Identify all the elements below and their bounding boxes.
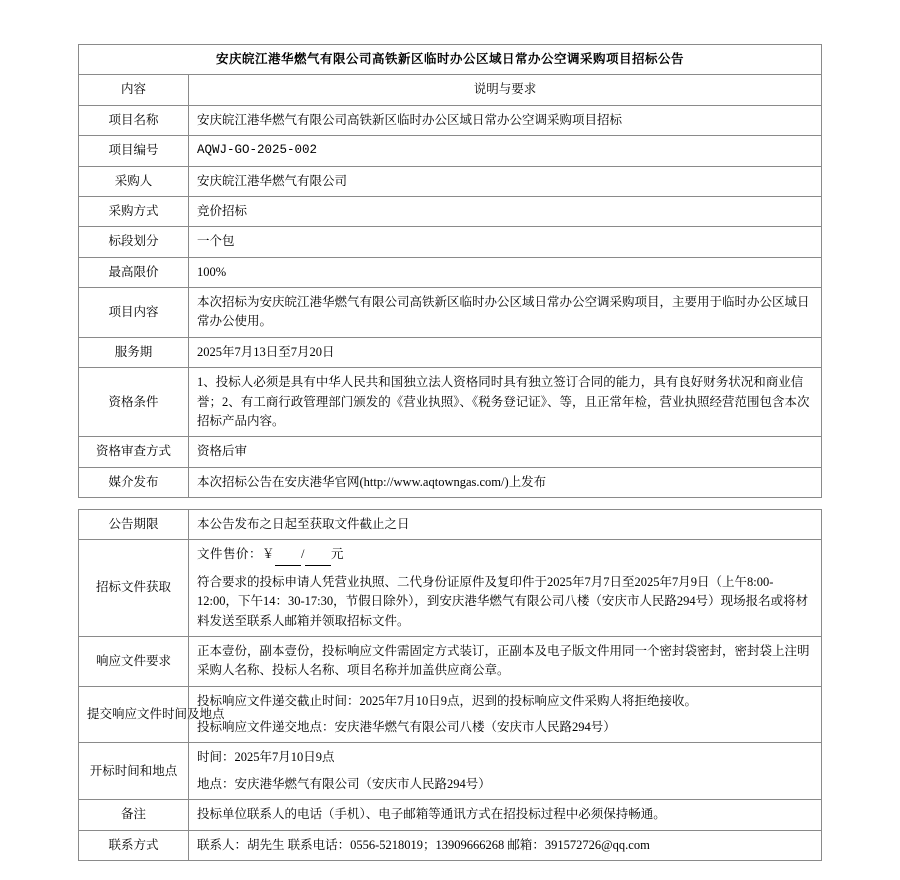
table-row [79,257,822,287]
row-label-remarks: 备注 [79,800,189,830]
table-row [79,166,822,196]
header-col-description: 说明与要求 [189,75,822,105]
row-label-project-content: 项目内容 [79,288,189,338]
row-value-response-requirements: 正本壹份，副本壹份，投标响应文件需固定方式装订，正副本及电子版文件用同一个密封袋密封，密封袋上注明采购人名称、投标人名称、项目名称并加盖供应商公章。 [189,636,822,686]
row-value-media-release: 本次招标公告在安庆港华官网(http://www.aqtowngas.com/)上发布 [189,467,822,497]
bid-opening-place-line: 地点：安庆港华燃气有限公司（安庆市人民路294号） [197,776,491,791]
row-label-media-release: 媒介发布 [79,467,189,497]
row-label-purchase-method: 采购方式 [79,196,189,226]
row-value-document-acquisition [189,540,822,637]
row-label-qualification-review: 资格审查方式 [79,437,189,467]
row-value-project-name: 安庆皖江港华燃气有限公司高铁新区临时办公区域日常办公空调采购项目招标 [189,105,822,135]
row-value-project-content: 本次招标为安庆皖江港华燃气有限公司高铁新区临时办公区域日常办公空调采购项目，主要用于临时办公区域日常办公使用。 [189,288,822,338]
table-title-row [79,45,822,75]
table-row [79,368,822,437]
document-price-suffix: 元 [331,547,345,562]
row-label-project-name: 项目名称 [79,105,189,135]
row-value-service-period: 2025年7月13日至7月20日 [189,337,822,367]
row-value-project-number: AQWJ-GO-2025-002 [189,136,822,166]
row-label-max-price: 最高限价 [79,257,189,287]
table-spacer [78,498,822,509]
table-row [79,227,822,257]
row-label-qualification: 资格条件 [79,368,189,437]
row-value-bid-opening [189,743,822,800]
table-row [79,686,822,743]
table-header-row [79,75,822,105]
price-blank-2 [305,545,331,565]
row-value-submission-time-place [189,686,822,743]
row-label-service-period: 服务期 [79,337,189,367]
row-label-section-division: 标段划分 [79,227,189,257]
header-col-content: 内容 [79,75,189,105]
table-row [79,800,822,830]
document-price-line: 文件售价：￥ / 元 [197,545,813,565]
submission-location-line: 投标响应文件递交地点：安庆港华燃气有限公司八楼（安庆市人民路294号） [197,720,616,734]
page-title: 安庆皖江港华燃气有限公司高铁新区临时办公区域日常办公空调采购项目招标公告 [79,45,822,75]
announcement-table-main [78,44,822,498]
table-row [79,337,822,367]
price-blank-1 [275,545,301,565]
row-label-submission-time-place: 提交响应文件时间及地点 [79,686,189,743]
row-label-purchaser: 采购人 [79,166,189,196]
row-value-qualification: 1、投标人必须是具有中华人民共和国独立法人资格同时具有独立签订合同的能力，具有良好财务状况和商业信誉；2、有工商行政管理部门颁发的《营业执照》、《税务登记证》、等，且正常年检，营业执照经营范围包含本次招标产品内容。 [189,368,822,437]
table-row [79,196,822,226]
row-label-response-requirements: 响应文件要求 [79,636,189,686]
row-label-project-number: 项目编号 [79,136,189,166]
table-row [79,830,822,860]
table-row [79,743,822,800]
row-value-announcement-period: 本公告发布之日起至获取文件截止之日 [189,510,822,540]
table-row [79,437,822,467]
row-label-announcement-period: 公告期限 [79,510,189,540]
row-value-purchaser: 安庆皖江港华燃气有限公司 [189,166,822,196]
row-value-remarks: 投标单位联系人的电话（手机）、电子邮箱等通讯方式在招投标过程中必须保持畅通。 [189,800,822,830]
table-row [79,288,822,338]
row-value-contact: 联系人：胡先生 联系电话：0556-5218019；13909666268 邮箱：391572726@qq.com [189,830,822,860]
row-value-qualification-review: 资格后审 [189,437,822,467]
announcement-table-secondary [78,509,822,861]
bid-opening-time-line: 时间：2025年7月10日9点 [197,750,335,765]
row-value-max-price: 100% [189,257,822,287]
document-price-prefix: 文件售价：￥ [197,547,276,562]
table-row [79,540,822,637]
table-row [79,467,822,497]
row-value-purchase-method: 竞价招标 [189,196,822,226]
row-label-contact: 联系方式 [79,830,189,860]
document-acquisition-detail: 符合要求的投标申请人凭营业执照、二代身份证原件及复印件于2025年7月7日至2025年7月9日（上午8:00-12:00，下午14：30-17:30，节假日除外），到安庆港华燃气有限公司八楼（安庆市人民路294号）现场报名或将材料发送至联系人邮箱并领取招标文件。 [197,574,809,628]
row-label-document-acquisition: 招标文件获取 [79,540,189,637]
row-value-section-division: 一个包 [189,227,822,257]
table-row [79,136,822,166]
row-label-bid-opening: 开标时间和地点 [79,743,189,800]
table-row [79,636,822,686]
table-row [79,510,822,540]
submission-deadline-line: 投标响应文件递交截止时间：2025年7月10日9点，迟到的投标响应文件采购人将拒绝接收。 [197,693,698,708]
table-row [79,105,822,135]
